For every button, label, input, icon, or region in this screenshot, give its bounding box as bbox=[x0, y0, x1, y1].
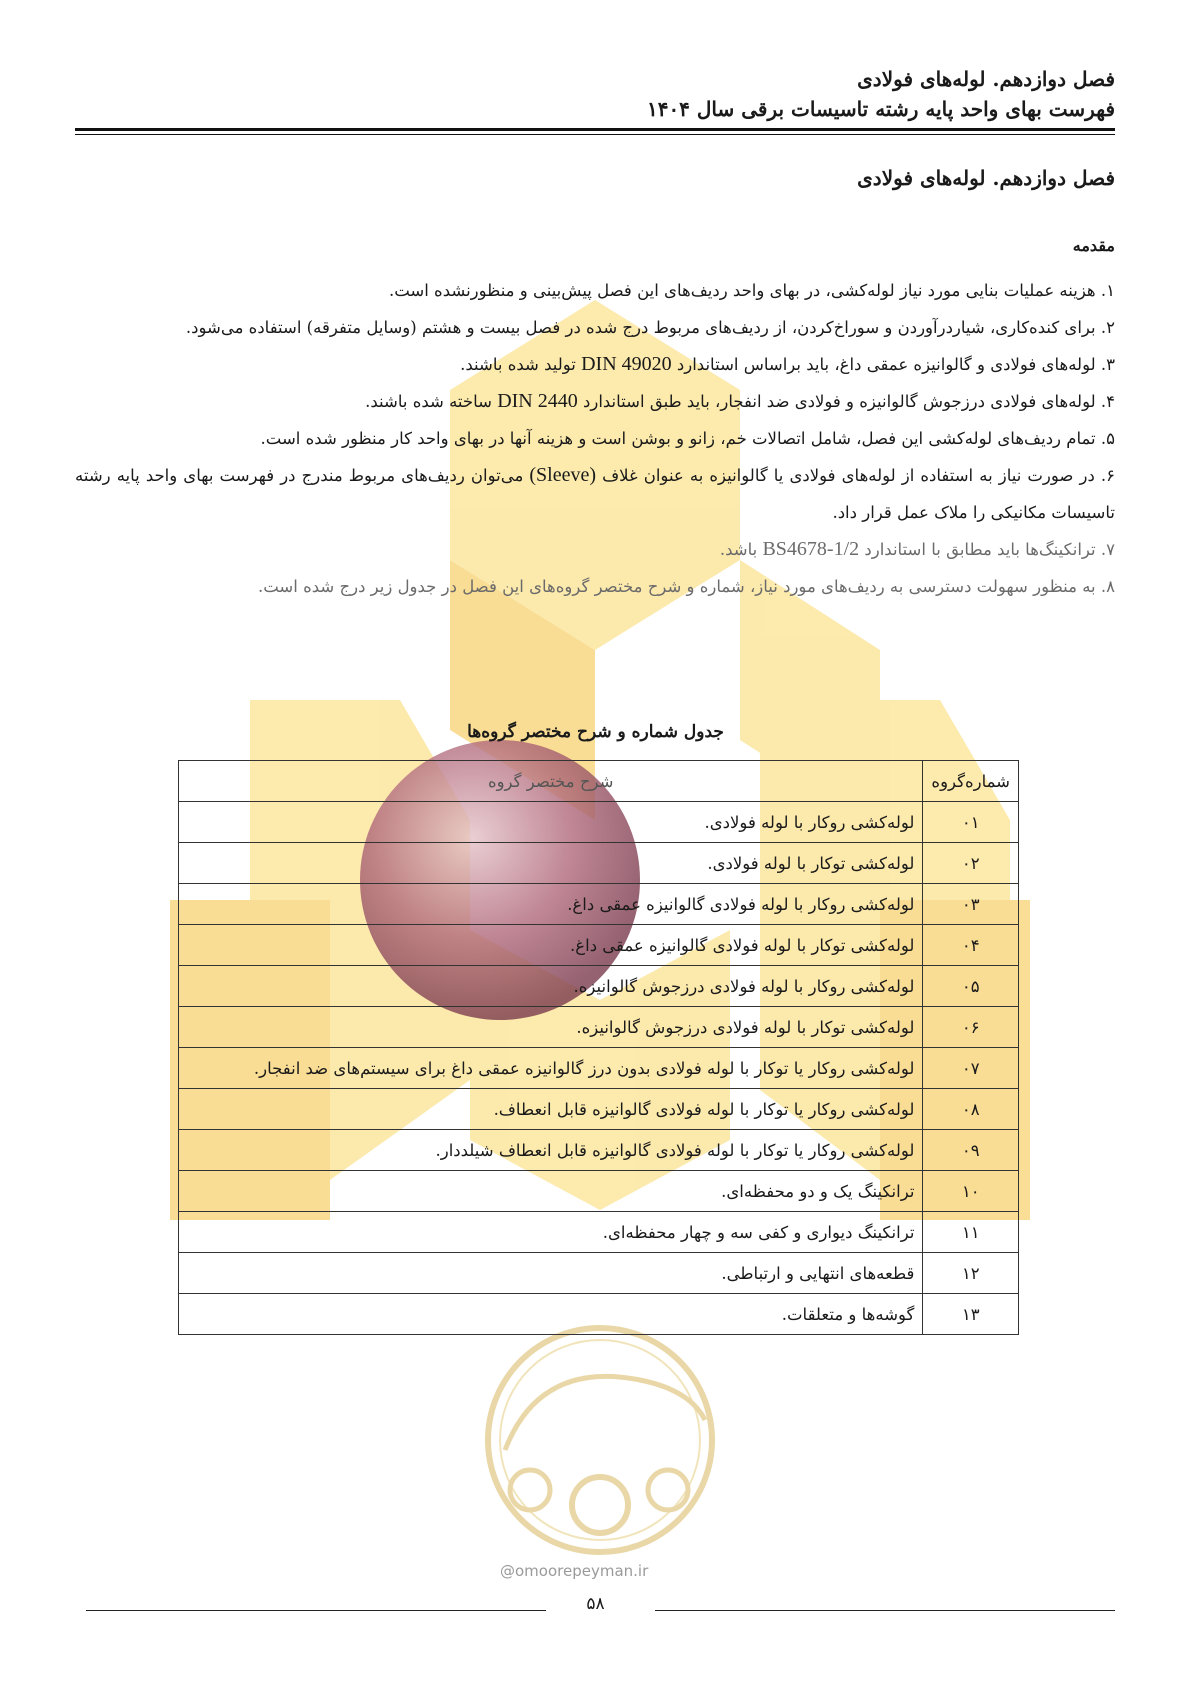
intro-item-7-post: باشد. bbox=[719, 540, 758, 559]
table-row bbox=[179, 1253, 1019, 1294]
seal-url: @omoorepeyman.ir bbox=[500, 1562, 649, 1580]
group-number: ۰۹ bbox=[923, 1130, 1019, 1171]
header-chapter-line: فصل دوازدهم. لوله‌های فولادی bbox=[857, 67, 1115, 91]
intro-item-6-post: می‌توان ردیف‌های مربوط مندرج در فهرست بهای واحد پایه رشته تاسیسات مکانیکی را ملاک عمل قرار داد. bbox=[75, 466, 1115, 522]
table-row bbox=[179, 1294, 1019, 1335]
group-description: ترانکینگ دیواری و کفی سه و چهار محفظه‌ای. bbox=[179, 1212, 923, 1253]
groups-table bbox=[178, 760, 1019, 1335]
intro-items bbox=[75, 272, 1115, 605]
group-description: لوله‌کشی روکار یا توکار با لوله فولادی بدون درز گالوانیزه عمقی داغ برای سیستم‌های ضد انفجار. bbox=[179, 1048, 923, 1089]
intro-item-3-standard: DIN 49020 bbox=[581, 353, 672, 375]
group-description: لوله‌کشی روکار با لوله فولادی. bbox=[179, 802, 923, 843]
table-header-row bbox=[179, 761, 1019, 802]
table-row bbox=[179, 1130, 1019, 1171]
intro-title: مقدمه bbox=[1072, 236, 1115, 255]
intro-item-3-pre: ۳. لوله‌های فولادی و گالوانیزه عمقی داغ، باید براساس استاندارد bbox=[676, 355, 1115, 374]
group-description: قطعه‌های انتهایی و ارتباطی. bbox=[179, 1253, 923, 1294]
header-list-line: فهرست بهای واحد پایه رشته تاسیسات برقی سال ۱۴۰۴ bbox=[646, 97, 1115, 121]
intro-item-6-standard: (Sleeve) bbox=[529, 464, 596, 486]
group-number: ۰۲ bbox=[923, 843, 1019, 884]
intro-item-7-pre: ۷. ترانکینگ‌ها باید مطابق با استاندارد bbox=[864, 540, 1115, 559]
table-row bbox=[179, 1089, 1019, 1130]
intro-item-4-post: ساخته شده باشند. bbox=[365, 392, 492, 411]
group-description: لوله‌کشی توکار با لوله فولادی درزجوش گالوانیزه. bbox=[179, 1007, 923, 1048]
group-number: ۰۸ bbox=[923, 1089, 1019, 1130]
table-row bbox=[179, 925, 1019, 966]
intro-item-7 bbox=[75, 531, 1115, 568]
group-number: ۰۳ bbox=[923, 884, 1019, 925]
table-row bbox=[179, 1007, 1019, 1048]
header-rule-thick bbox=[75, 128, 1115, 131]
table-row bbox=[179, 1212, 1019, 1253]
table-row bbox=[179, 966, 1019, 1007]
table-body bbox=[179, 802, 1019, 1335]
group-number: ۰۵ bbox=[923, 966, 1019, 1007]
intro-item-6 bbox=[75, 457, 1115, 531]
group-description: لوله‌کشی روکار با لوله فولادی درزجوش گالوانیزه. bbox=[179, 966, 923, 1007]
intro-item-7-standard: BS4678-1/2 bbox=[762, 538, 860, 560]
intro-item-6-pre: ۶. در صورت نیاز به استفاده از لوله‌های فولادی یا گالوانیزه به عنوان غلاف bbox=[602, 466, 1115, 485]
intro-item-5: ۵. تمام ردیف‌های لوله‌کشی این فصل، شامل اتصالات خم، زانو و بوشن است و هزینه آنها در بهای واحد کار منظور شده است. bbox=[260, 429, 1115, 448]
intro-item-4 bbox=[75, 383, 1115, 420]
group-number: ۱۰ bbox=[923, 1171, 1019, 1212]
group-description: لوله‌کشی روکار با لوله فولادی گالوانیزه عمقی داغ. bbox=[179, 884, 923, 925]
table-row bbox=[179, 802, 1019, 843]
table-row bbox=[179, 1171, 1019, 1212]
table-row bbox=[179, 1048, 1019, 1089]
group-number: ۱۳ bbox=[923, 1294, 1019, 1335]
group-description: لوله‌کشی توکار با لوله فولادی. bbox=[179, 843, 923, 884]
page-header bbox=[75, 64, 1115, 124]
group-number: ۰۷ bbox=[923, 1048, 1019, 1089]
col-header-description: شرح مختصر گروه bbox=[179, 761, 923, 802]
table-row bbox=[179, 843, 1019, 884]
group-description: لوله‌کشی توکار با لوله فولادی گالوانیزه عمقی داغ. bbox=[179, 925, 923, 966]
table-row bbox=[179, 884, 1019, 925]
col-header-number: شماره‌گروه bbox=[923, 761, 1019, 802]
intro-item-1: ۱. هزینه عملیات بنایی مورد نیاز لوله‌کشی، در بهای واحد ردیف‌های این فصل پیش‌بینی و منظورنشده است. bbox=[388, 281, 1115, 300]
group-description: گوشه‌ها و متعلقات. bbox=[179, 1294, 923, 1335]
chapter-title: فصل دوازدهم. لوله‌های فولادی bbox=[857, 166, 1115, 190]
group-number: ۰۴ bbox=[923, 925, 1019, 966]
intro-item-4-standard: DIN 2440 bbox=[497, 390, 578, 412]
header-rule-thin bbox=[75, 134, 1115, 135]
group-number: ۰۱ bbox=[923, 802, 1019, 843]
intro-item-4-pre: ۴. لوله‌های فولادی درزجوش گالوانیزه و فولادی ضد انفجار، باید طبق استاندارد bbox=[583, 392, 1115, 411]
intro-item-8: ۸. به منظور سهولت دسترسی به ردیف‌های مورد نیاز، شماره و شرح مختصر گروه‌های این فصل در جدول زیر درج شده است. bbox=[257, 577, 1115, 596]
group-description: لوله‌کشی روکار یا توکار با لوله فولادی گالوانیزه قابل انعطاف شیلددار. bbox=[179, 1130, 923, 1171]
group-description: لوله‌کشی روکار یا توکار با لوله فولادی گالوانیزه قابل انعطاف. bbox=[179, 1089, 923, 1130]
table-caption: جدول شماره و شرح مختصر گروه‌ها bbox=[467, 722, 724, 742]
group-description: ترانکینگ یک و دو محفظه‌ای. bbox=[179, 1171, 923, 1212]
intro-item-3 bbox=[75, 346, 1115, 383]
group-number: ۱۱ bbox=[923, 1212, 1019, 1253]
intro-item-3-post: تولید شده باشند. bbox=[460, 355, 576, 374]
group-number: ۰۶ bbox=[923, 1007, 1019, 1048]
group-number: ۱۲ bbox=[923, 1253, 1019, 1294]
page-number: ۵۸ bbox=[586, 1594, 605, 1614]
intro-item-2: ۲. برای کنده‌کاری، شیاردرآوردن و سوراخ‌کردن، از ردیف‌های مربوط درج شده در فصل بیست و هشتم (وسایل متفرقه) استفاده می‌شود. bbox=[185, 318, 1115, 337]
